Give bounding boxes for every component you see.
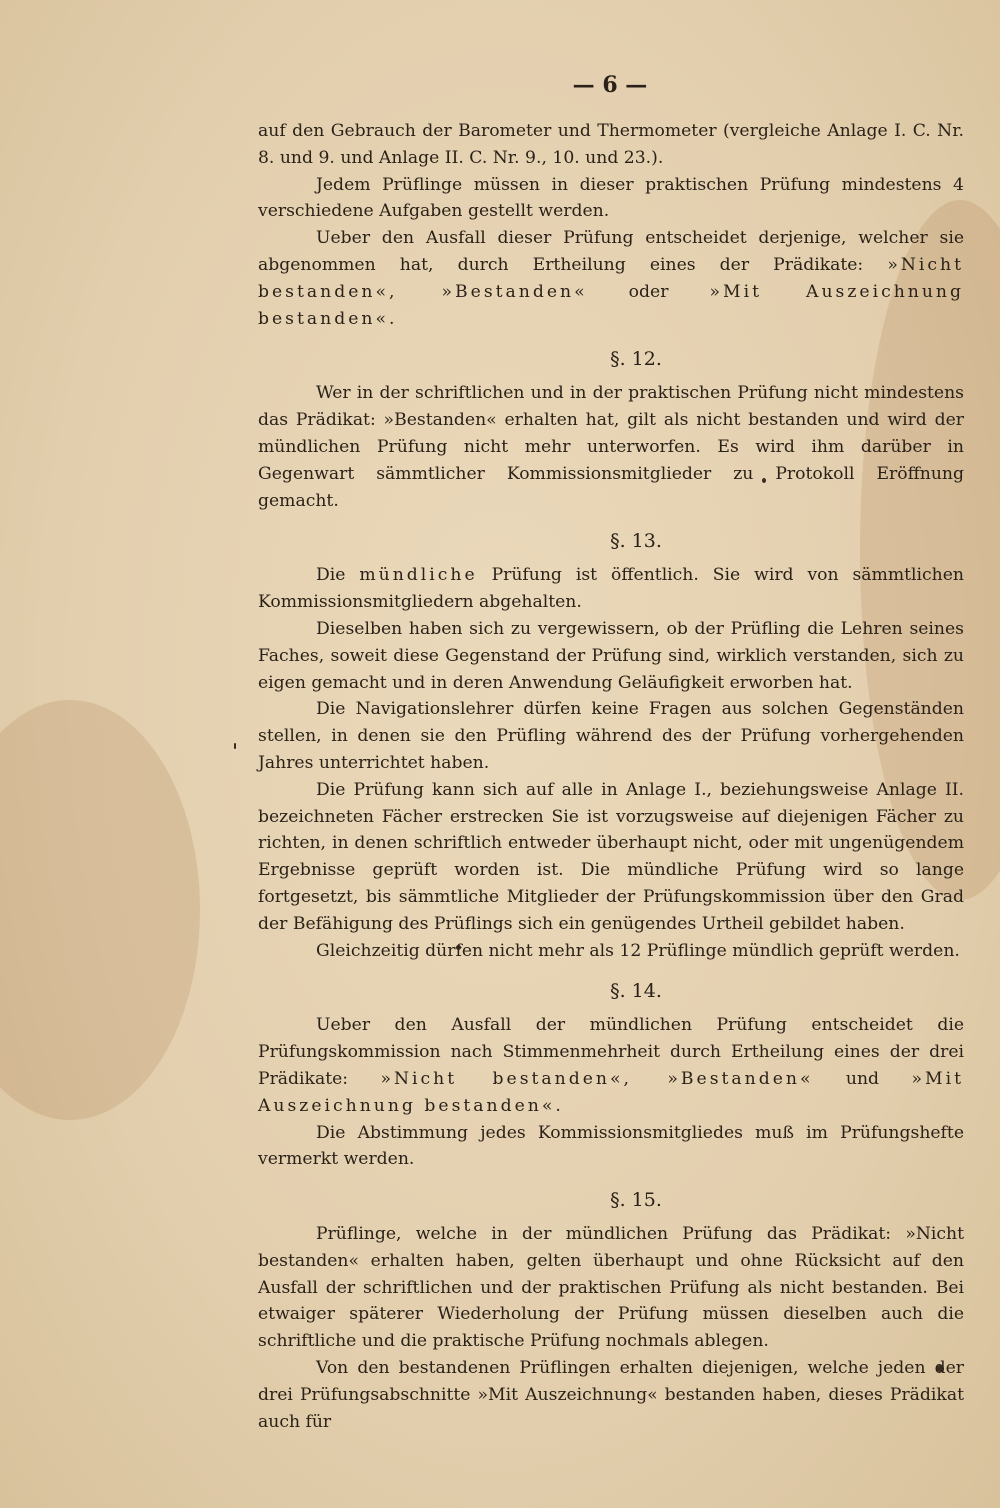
paragraph: Wer in der schriftlichen und in der praktischen Prüfung nicht mindestens das Prädikat: »Bestanden« erhalten hat, gilt als nicht bestanden und wird der mündlichen Prüfung nicht mehr unterworfen. Es wird ihm darüber in Gegenwart sämmtlicher Kommissionsmitglieder zu Protokoll Eröffnung gemacht. — [258, 383, 964, 511]
paragraph-text: Ueber den Ausfall dieser Prüfung entscheidet derjenige, welcher sie abgenommen hat, durch Ertheilung eines der Prädikate: — [258, 228, 964, 275]
paragraph: auf den Gebrauch der Barometer und Thermometer (vergleiche Anlage I. C. Nr. 8. und 9. und Anlage II. C. Nr. 9., 10. und 23.). — [258, 121, 964, 168]
section-heading: §. 15. — [610, 1189, 662, 1212]
paragraph-text: Prüfung ist öffentlich. Sie wird von sämmtlichen Kommissionsmitgliedern abgehalten. — [258, 565, 964, 613]
paragraph — [258, 225, 964, 332]
paper-speck — [234, 743, 236, 749]
paragraph: Die Prüfung kann sich auf alle in Anlage I., beziehungsweise Anlage II. bezeichneten Fächer erstrecken Sie ist vorzugsweise auf diejenigen Fächer zu richten, in denen schriftlich entweder überhaupt nicht, oder mit ungenügendem Ergebnisse geprüft worden ist. Die mündliche Prüfung wird so lange fortgesetzt, bis sämmtliche Mitglieder der Prüfungskommission über den Grad der Befähigung des Prüflings sich ein genügendes Urtheil gebildet haben. — [258, 779, 964, 934]
paragraph-text: Ueber den Ausfall der mündlichen Prüfung entscheidet die Prüfungskommission nach Stimmenmehrheit durch Ertheilung eines der drei Prädikate: — [258, 1015, 964, 1089]
spaced-emphasis: »Mit Auszeichnung bestanden«. — [258, 281, 964, 329]
document-body — [258, 118, 964, 1435]
spaced-emphasis: mündliche — [359, 565, 478, 586]
section-heading: §. 12. — [610, 348, 662, 371]
spaced-emphasis: »Mit Auszeichnung bestanden«. — [258, 1068, 964, 1116]
paper-stain — [0, 700, 200, 1120]
paragraph-text: Die — [316, 565, 360, 586]
paragraph: Von den bestandenen Prüflingen erhalten diejenigen, welche jeden der drei Prüfungsabschnitte »Mit Auszeichnung« bestanden haben, dieses Prädikat auch für — [258, 1358, 964, 1432]
spaced-emphasis: »Nicht bestanden«, »Bestanden« — [380, 1068, 814, 1089]
paragraph: Jedem Prüflinge müssen in dieser praktischen Prüfung mindestens 4 verschiedene Aufgaben gestellt werden. — [258, 174, 964, 222]
paragraph — [258, 562, 964, 616]
paragraph: Gleichzeitig dürfen nicht mehr als 12 Prüflinge mündlich geprüft werden. — [316, 940, 960, 961]
section-heading: §. 13. — [610, 530, 662, 553]
paragraph-text: und — [813, 1068, 912, 1089]
section-heading: §. 14. — [610, 980, 662, 1003]
page-number: — 6 — — [572, 72, 648, 98]
paragraph: Die Navigationslehrer dürfen keine Fragen aus solchen Gegenständen stellen, in denen sie den Prüfling während des der Prüfung vorhergehenden Jahres unterrichtet haben. — [258, 699, 964, 773]
spaced-emphasis: »Nicht bestanden«, »Bestanden« — [258, 254, 964, 302]
paragraph: Die Abstimmung jedes Kommissionsmitgliedes muß im Prüfungshefte vermerkt werden. — [258, 1122, 964, 1170]
paragraph: Dieselben haben sich zu vergewissern, ob der Prüfling die Lehren seines Faches, soweit diese Gegenstand der Prüfung sind, wirklich verstanden, sich zu eigen gemacht und in deren Anwendung Geläufigkeit erworben hat. — [258, 618, 964, 693]
paragraph-text: oder — [587, 281, 710, 302]
paragraph: Prüflinge, welche in der mündlichen Prüfung das Prädikat: »Nicht bestanden« erhalten haben, gelten überhaupt und ohne Rücksicht auf den Ausfall der schriftlichen und der praktischen Prüfung als nicht bestanden. Bei etwaiger späterer Wiederholung der Prüfung müssen dieselben auch die schriftliche und die praktische Prüfung nochmals ablegen. — [258, 1224, 964, 1352]
paragraph — [258, 1012, 964, 1119]
